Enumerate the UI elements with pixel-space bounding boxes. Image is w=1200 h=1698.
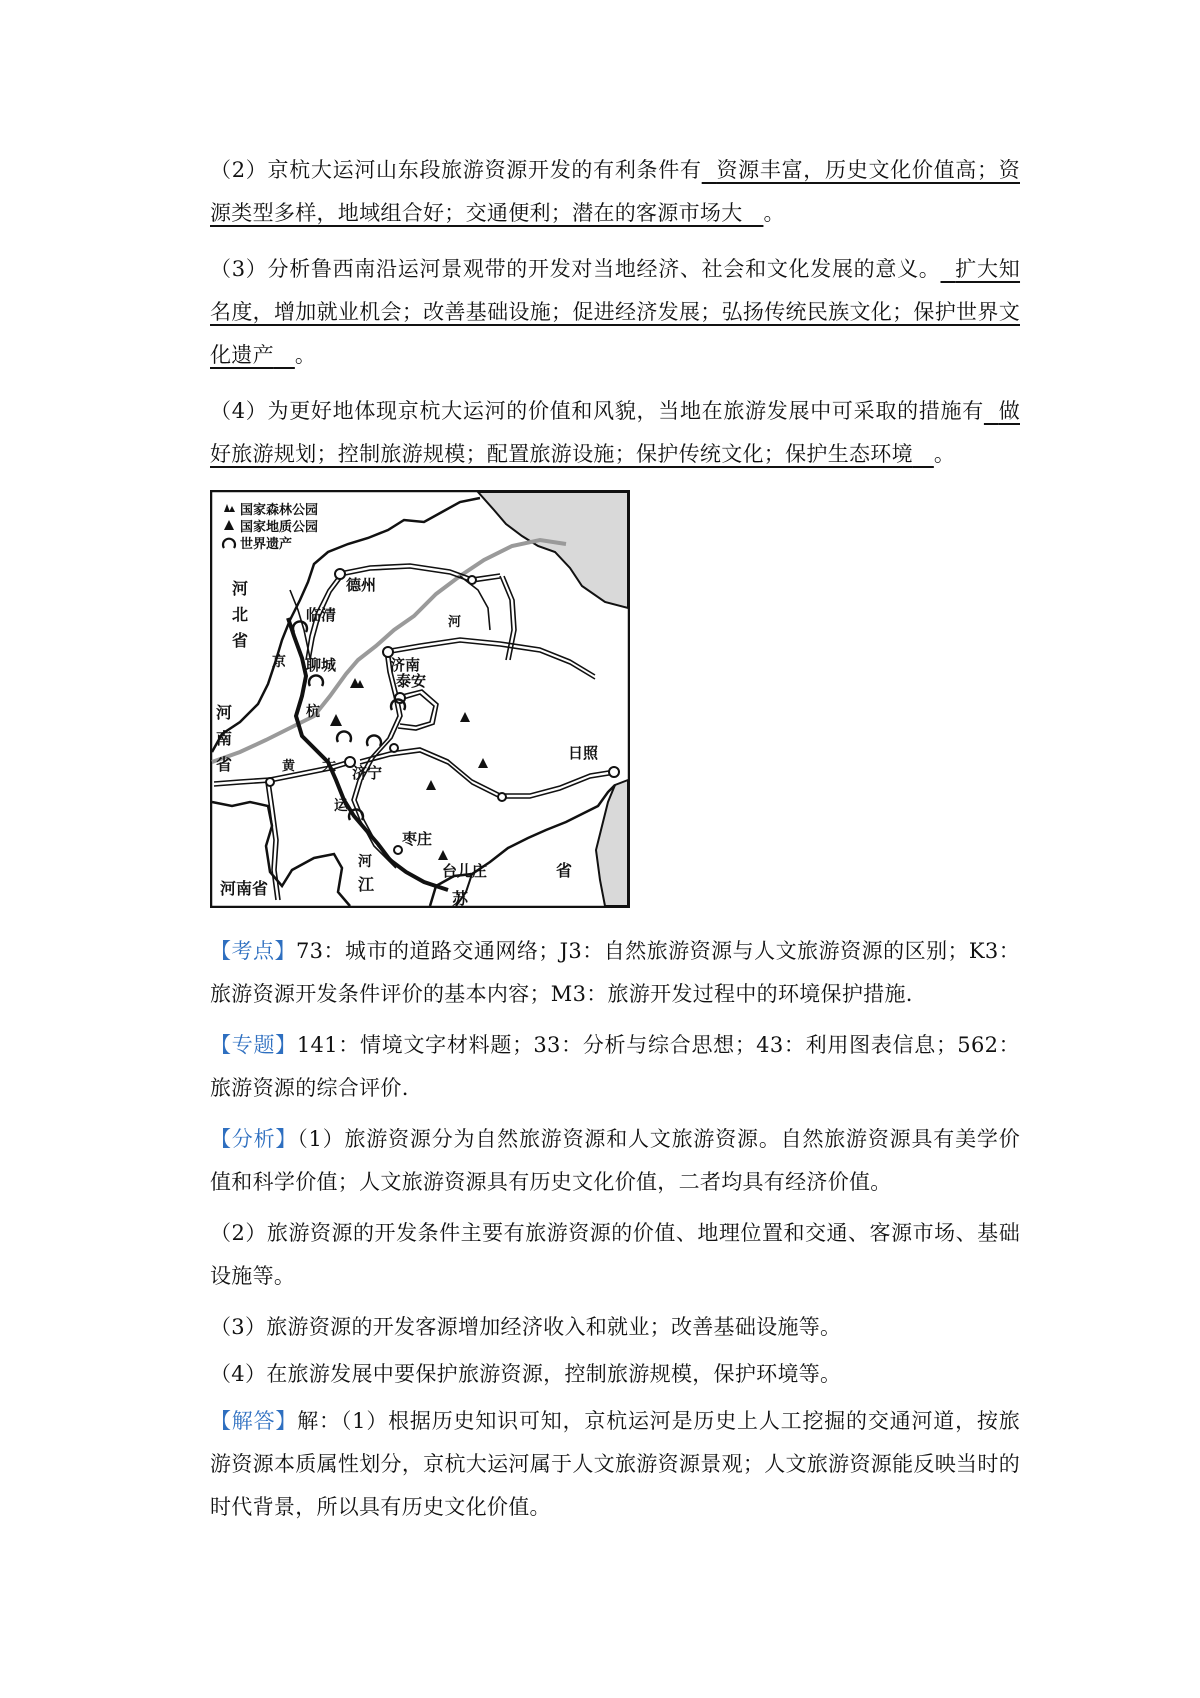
- fenxi-section-p2: [210, 1212, 1020, 1298]
- label-taierzhuang: 台儿庄: [442, 862, 488, 880]
- label-rizhao: 日照: [568, 744, 599, 762]
- jieda-section: [210, 1400, 1020, 1529]
- zhuanti-tag: 【专题】: [210, 1033, 297, 1057]
- label-hebei-1: 河: [232, 579, 249, 598]
- question-3: [210, 248, 1020, 377]
- label-dezhou: 德州: [346, 576, 377, 594]
- label-henan-2: 南: [216, 729, 233, 748]
- legend-geo-park: 国家地质公园: [240, 520, 319, 535]
- fenxi-p4: （4）在旅游发展中要保护旅游资源，控制旅游规模，保护环境等。: [210, 1362, 842, 1386]
- kaodian-tag: 【考点】: [210, 939, 296, 963]
- legend-forest-park: 国家森林公园: [240, 503, 319, 518]
- city-marker-east-jining: [390, 744, 398, 752]
- label-taian: 泰安: [396, 672, 427, 690]
- label-canal-hang: 杭: [306, 704, 320, 720]
- label-linqing: 临清: [306, 606, 337, 624]
- city-marker-east: [498, 793, 506, 801]
- label-zaozhuang: 枣庄: [402, 830, 433, 848]
- label-henan-1: 河: [216, 703, 233, 722]
- fenxi-section-p1: [210, 1118, 1020, 1204]
- label-henan-3: 省: [216, 755, 233, 774]
- fenxi-section-p3: [210, 1306, 1020, 1349]
- q3-prefix: （3）分析鲁西南沿运河景观带的开发对当地经济、社会和文化发展的意义。: [210, 257, 941, 281]
- jieda-tag: 【解答】: [210, 1409, 298, 1433]
- label-jinan: 济南: [390, 656, 421, 674]
- fenxi-p2: （2）旅游资源的开发条件主要有旅游资源的价值、地理位置和交通、客源市场、基础设施等。: [210, 1221, 1020, 1288]
- q4-prefix: （4）为更好地体现京杭大运河的价值和风貌，当地在旅游发展中可采取的措施有: [210, 399, 984, 423]
- q4-suffix: 。: [933, 442, 956, 466]
- kaodian-section: [210, 930, 1020, 1016]
- city-marker-dezhou: [335, 569, 345, 579]
- question-2: [210, 149, 1020, 235]
- city-marker-zaozhuang: [394, 846, 402, 854]
- canal-map: [210, 490, 630, 908]
- question-4: [210, 390, 1020, 476]
- q2-prefix: （2）京杭大运河山东段旅游资源开发的有利条件有: [210, 158, 702, 182]
- label-hebei-3: 省: [232, 631, 249, 650]
- label-liaocheng: 聊城: [306, 656, 337, 674]
- label-canal-jing: 京: [272, 654, 286, 670]
- city-marker-north: [468, 576, 476, 584]
- label-canal-yun: 运: [334, 798, 348, 814]
- q2-suffix: 。: [763, 201, 785, 225]
- label-hebei-2: 北: [232, 605, 249, 624]
- zhuanti-text: 141：情境文字材料题；33：分析与综合思想；43：利用图表信息；562：旅游资源的综合评价.: [210, 1033, 1020, 1100]
- fenxi-tag: 【分析】: [210, 1127, 298, 1151]
- city-marker-rizhao: [609, 767, 619, 777]
- label-henan-bottom: 河南省: [220, 879, 269, 898]
- fenxi-p3: （3）旅游资源的开发客源增加经济收入和就业；改善基础设施等。: [210, 1315, 842, 1339]
- label-yellow-huang: 黄: [282, 759, 296, 774]
- label-canal-he: 河: [358, 854, 372, 870]
- kaodian-text: 73：城市的道路交通网络；J3：自然旅游资源与人文旅游资源的区别；K3：旅游资源开发条件评价的基本内容；M3：旅游开发过程中的环境保护措施.: [210, 939, 1020, 1006]
- legend-world-heritage: 世界遗产: [240, 537, 293, 552]
- city-marker-west: [266, 778, 274, 786]
- q3-answer: 扩大知名度，增加就业机会；改善基础设施；促进经济发展；弘扬传统民族文化；保护世界文化遗产: [210, 257, 1021, 367]
- q3-suffix: 。: [294, 343, 317, 367]
- q4-answer: 做好旅游规划；控制旅游规模；配置旅游设施；保护传统文化；保护生态环境: [210, 399, 1020, 466]
- q2-answer: 资源丰富，历史文化价值高；资源类型多样，地域组合好；交通便利；潜在的客源市场大: [210, 158, 1020, 225]
- zhuanti-section: [210, 1024, 1020, 1110]
- label-jiangsu-2: 苏: [452, 889, 469, 908]
- fenxi-section-p4: [210, 1353, 1020, 1396]
- label-jining: 济宁: [352, 764, 383, 782]
- label-canal-da: 大: [322, 758, 336, 774]
- label-jiangsu-1: 江: [358, 875, 375, 894]
- fenxi-p1: （1）旅游资源分为自然旅游资源和人文旅游资源。自然旅游资源具有美学价值和科学价值；人文旅游资源具有历史文化价值，二者均具有经济价值。: [210, 1127, 1021, 1194]
- label-yellow-he: 河: [448, 615, 462, 630]
- jieda-text: 解：（1）根据历史知识可知，京杭运河是历史上人工挖掘的交通河道，按旅游资源本质属性划分，京杭大运河属于人文旅游资源景观；人文旅游资源能反映当时的时代背景，所以具有历史文化价值。: [210, 1409, 1021, 1519]
- label-jiangsu-3: 省: [556, 861, 573, 880]
